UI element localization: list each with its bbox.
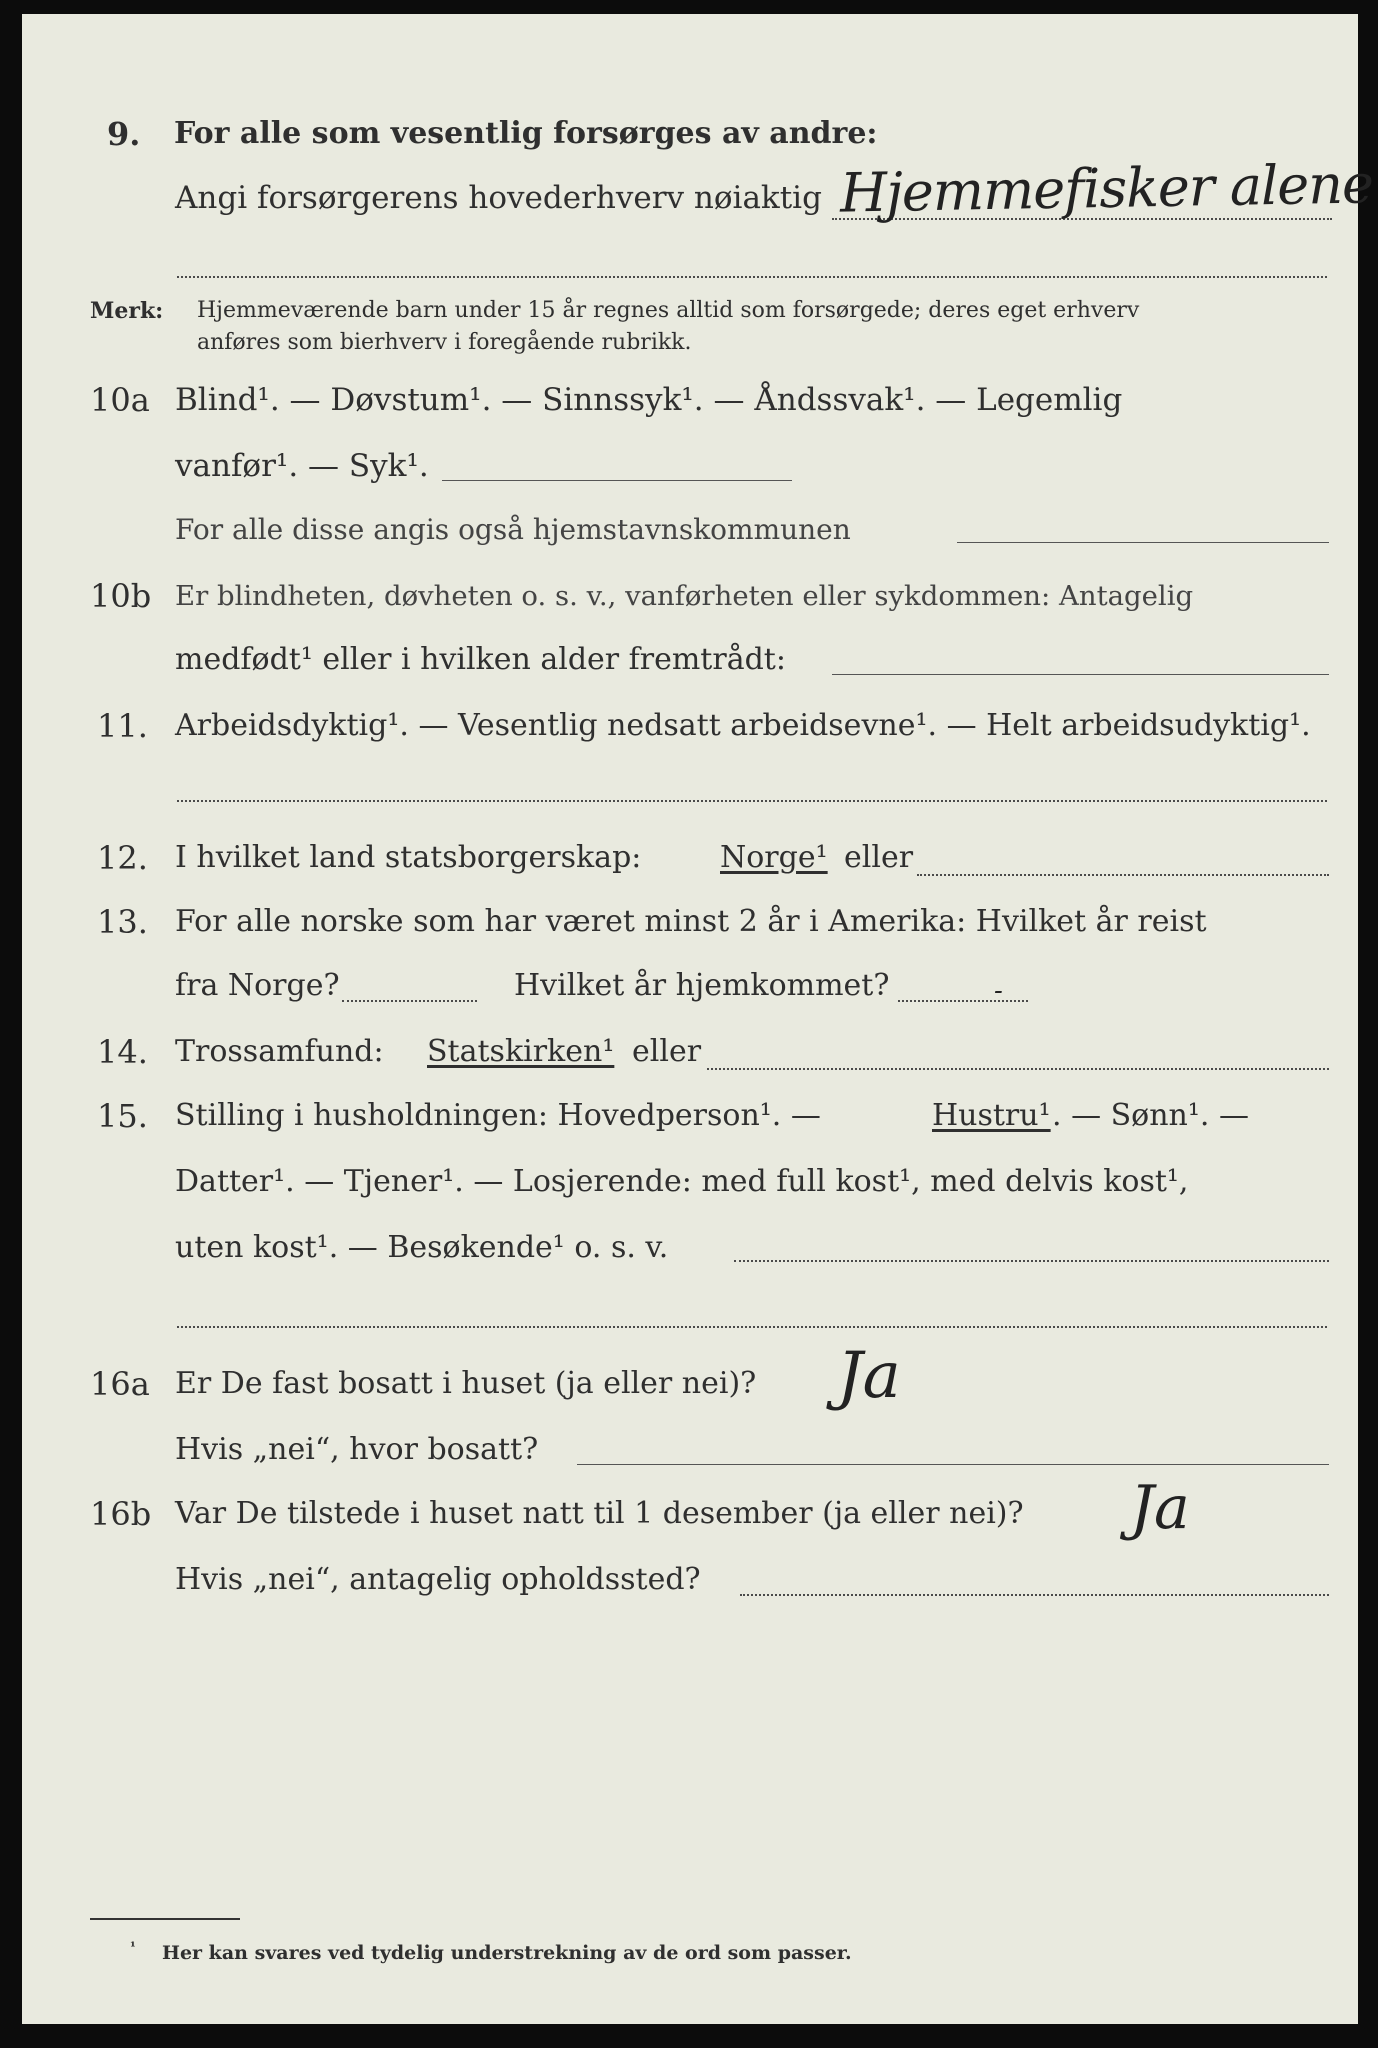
q13-hjemkommet-label: Hvilket år hjemkommet? xyxy=(514,968,890,1003)
q10b-line-2: medfødt¹ eller i hvilken alder fremtrådt: xyxy=(175,642,786,677)
merk-line-2: anføres som bierhverv i foregående rubrikk. xyxy=(197,330,692,355)
q15-extra-line xyxy=(177,1326,1327,1328)
q12-suffix: eller xyxy=(844,840,914,875)
q16b-answer-line xyxy=(740,1594,1329,1596)
q12-answer-line xyxy=(917,874,1329,876)
form-page xyxy=(22,14,1374,2024)
q11-answer-line xyxy=(177,800,1327,802)
q16b-handwritten-answer: Ja xyxy=(1130,1473,1190,1543)
q9-handwritten-answer: Hjemmefisker alene xyxy=(839,152,1374,225)
footnote-rule xyxy=(90,1918,240,1920)
q15-answer-line xyxy=(734,1260,1329,1262)
q9-prompt: Angi forsørgerens hovederhverv nøiaktig xyxy=(175,180,822,216)
q11-line-1: Arbeidsdyktig¹. — Vesentlig nedsatt arbeidsevne¹. — Helt arbeidsudyktig¹. xyxy=(175,708,1311,743)
q9-number: 9. xyxy=(107,115,141,153)
q14-suffix: eller xyxy=(632,1034,702,1069)
merk-line-1: Hjemmeværende barn under 15 år regnes alltid som forsørgede; deres eget erhverv xyxy=(197,298,1140,323)
footnote-text: Her kan svares ved tydelig understrekning av de ord som passer. xyxy=(162,1942,852,1964)
q16a-answer-line xyxy=(577,1464,1329,1465)
q13-handwritten-dash: - xyxy=(994,976,1003,1006)
q10a-kommune-line xyxy=(957,542,1329,543)
q10a-line-3: For alle disse angis også hjemstavnskommunen xyxy=(175,513,851,546)
q10a-syk-line xyxy=(442,480,792,481)
footnote-mark: ¹ xyxy=(130,1940,136,1955)
q16a-number: 16a xyxy=(90,1365,150,1403)
q16a-line-2: Hvis „nei“, hvor bosatt? xyxy=(175,1432,539,1467)
separator-line xyxy=(177,276,1327,278)
q16b-line-2: Hvis „nei“, antagelig opholdssted? xyxy=(175,1562,701,1597)
q10b-line-1: Er blindheten, døvheten o. s. v., vanførheten eller sykdommen: Antagelig xyxy=(175,580,1194,612)
q15-line-2: Datter¹. — Tjener¹. — Losjerende: med full kost¹, med delvis kost¹, xyxy=(175,1164,1189,1199)
q16a-line-1: Er De fast bosatt i huset (ja eller nei)? xyxy=(175,1366,757,1401)
q14-answer-line xyxy=(707,1068,1329,1070)
q15-hustru-underlined: Hustru¹ xyxy=(932,1098,1051,1133)
q10a-line-2: vanfør¹. — Syk¹. xyxy=(175,448,429,484)
q14-statskirken-underlined: Statskirken¹ xyxy=(427,1034,615,1069)
q16a-handwritten-answer: Ja xyxy=(837,1339,901,1413)
q12-number: 12. xyxy=(97,839,148,877)
q15-line-1-suffix: . — Sønn¹. — xyxy=(1052,1098,1249,1133)
q9-title: For alle som vesentlig forsørges av andre: xyxy=(174,116,878,151)
q16b-number: 16b xyxy=(90,1495,152,1533)
q10a-number: 10a xyxy=(90,381,150,419)
q13-reist-line xyxy=(342,1000,477,1002)
q13-reist-label: fra Norge? xyxy=(175,968,340,1003)
q11-number: 11. xyxy=(97,707,148,745)
q13-hjemkommet-line xyxy=(898,1000,1028,1002)
q15-number: 15. xyxy=(97,1097,148,1135)
q10a-line-1: Blind¹. — Døvstum¹. — Sinnssyk¹. — Åndssvak¹. — Legemlig xyxy=(175,382,1123,418)
q14-prefix: Trossamfund: xyxy=(175,1034,384,1069)
q12-prefix: I hvilket land statsborgerskap: xyxy=(175,840,642,875)
q13-line-1: For alle norske som har været minst 2 år i Amerika: Hvilket år reist xyxy=(175,904,1207,939)
q10b-answer-line xyxy=(832,674,1329,675)
q12-norge-underlined: Norge¹ xyxy=(720,840,828,875)
q14-number: 14. xyxy=(97,1033,148,1071)
merk-label: Merk: xyxy=(90,298,164,324)
q10b-number: 10b xyxy=(90,577,152,615)
q13-number: 13. xyxy=(97,903,148,941)
q16b-line-1: Var De tilstede i huset natt til 1 desember (ja eller nei)? xyxy=(175,1496,1024,1531)
q15-line-1-prefix: Stilling i husholdningen: Hovedperson¹. — xyxy=(175,1098,821,1133)
q15-line-3: uten kost¹. — Besøkende¹ o. s. v. xyxy=(175,1230,669,1265)
